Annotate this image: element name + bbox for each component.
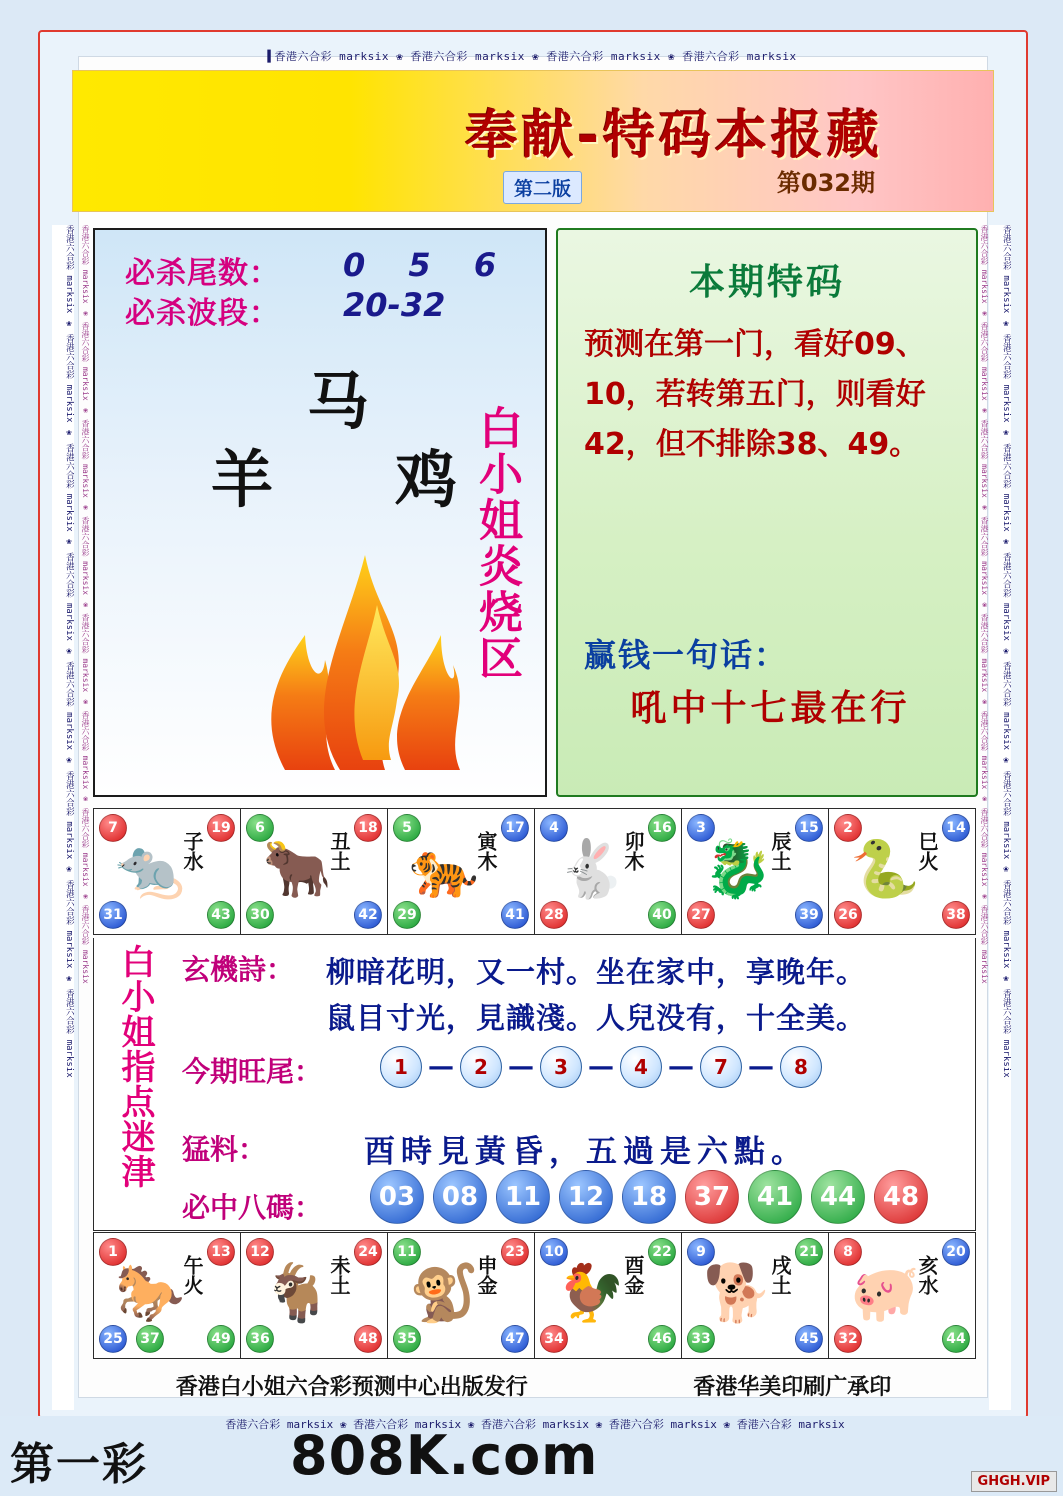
card-number-bl: 35: [393, 1325, 421, 1353]
card-number-tr: 19: [207, 814, 235, 842]
footer-publisher: 香港白小姐六合彩预测中心出版发行: [175, 1374, 528, 1400]
zodiac-card-label: 丑土: [327, 831, 351, 871]
card-number-bl: 28: [540, 901, 568, 929]
zodiac-card-label: 卯木: [621, 831, 645, 871]
code-ball: 44: [811, 1170, 865, 1224]
zodiac-card-label: 寅木: [474, 831, 498, 871]
code-ball: 11: [496, 1170, 550, 1224]
vip-badge[interactable]: GHGH.VIP: [971, 1471, 1057, 1492]
forecast-title: 本期特码: [688, 262, 845, 303]
zodiac-right: 鸡: [395, 443, 458, 516]
right-rail-text-2: 香港六合彩 marksix ❀ 香港六合彩 marksix ❀ 香港六合彩 marksix ❀ 香港六合彩 marksix ❀ 香港六合彩 marksix ❀ 香港六合彩 marksix ❀ 香港六合彩 marksix ❀ 香港六合彩 marksix: [980, 225, 989, 984]
tail-separator: —: [748, 1052, 774, 1082]
card-number-br: 46: [648, 1325, 676, 1353]
bazhong-label: 必中八碼：: [182, 1191, 323, 1224]
code-ball: 08: [433, 1170, 487, 1224]
wangwei-label: 今期旺尾：: [182, 1055, 323, 1088]
zodiac-card-label: 申金: [474, 1255, 498, 1295]
card-number-bl: 34: [540, 1325, 568, 1353]
zodiac-card: [829, 1233, 975, 1358]
xuanji-line-1: 柳暗花明，又一村。坐在家中，享晚年。: [326, 955, 867, 989]
fire-panel: [93, 228, 547, 797]
zodiac-card: [682, 809, 829, 934]
flame-illustration: [245, 485, 495, 775]
card-number-bl: 32: [834, 1325, 862, 1353]
card-number-bl: 31: [99, 901, 127, 929]
zodiac-card: [829, 809, 975, 934]
zodiac-card-label: 巳火: [915, 831, 939, 871]
card-number-tl: 12: [246, 1238, 274, 1266]
code-ball: 41: [748, 1170, 802, 1224]
poem-side-label: 白小姐指点迷津: [115, 944, 155, 1189]
kill-tail-value: 0 5 6: [343, 246, 513, 284]
card-number-tl: 1: [99, 1238, 127, 1266]
card-number-bl: 26: [834, 901, 862, 929]
zodiac-card-label: 戌土: [768, 1255, 792, 1295]
card-number-tl: 11: [393, 1238, 421, 1266]
card-number-tr: 14: [942, 814, 970, 842]
bottom-bar: [0, 1416, 1063, 1496]
zodiac-card: [535, 1233, 682, 1358]
card-number-bl: 33: [687, 1325, 715, 1353]
zodiac-top: 马: [307, 365, 370, 438]
code-ball: 03: [370, 1170, 424, 1224]
footer-printer: 香港华美印刷广承印: [693, 1374, 892, 1400]
forecast-panel: [556, 228, 978, 797]
tail-separator: —: [588, 1052, 614, 1082]
zodiac-card-label: 辰土: [768, 831, 792, 871]
zodiac-card: [94, 1233, 241, 1358]
zodiac-animal-icon: 🐂: [262, 837, 332, 902]
zodiac-animal-icon: 🐀: [115, 837, 185, 902]
zodiac-animal-icon: 🐅: [409, 837, 479, 902]
card-number-br: 48: [354, 1325, 382, 1353]
tail-separator: —: [668, 1052, 694, 1082]
zodiac-card-label: 酉金: [621, 1255, 645, 1295]
card-number-tr: 24: [354, 1238, 382, 1266]
zodiac-card-label: 午火: [180, 1255, 204, 1295]
tail-ball: 4: [620, 1046, 662, 1088]
zodiac-card: [535, 809, 682, 934]
card-number-tr: 18: [354, 814, 382, 842]
tail-ball: 2: [460, 1046, 502, 1088]
card-number-tr: 22: [648, 1238, 676, 1266]
zodiac-animal-icon: 🐉: [703, 837, 773, 902]
tail-ball: 7: [700, 1046, 742, 1088]
card-number-bl: 30: [246, 901, 274, 929]
zodiac-card-row-top: [93, 808, 976, 935]
card-number-br: 44: [942, 1325, 970, 1353]
issue-number: 第032期: [776, 169, 875, 197]
bottom-marksix-strip: 香港六合彩 marksix ❀ 香港六合彩 marksix ❀ 香港六合彩 marksix ❀ 香港六合彩 marksix ❀ 香港六合彩 marksix: [225, 1418, 845, 1431]
card-number-tr: 23: [501, 1238, 529, 1266]
page-title: 奉献-特码本报藏: [465, 106, 883, 166]
card-number-br: 41: [501, 901, 529, 929]
code-ball: 12: [559, 1170, 613, 1224]
card-number-tl: 4: [540, 814, 568, 842]
zodiac-card: [241, 1233, 388, 1358]
card-number-tl: 8: [834, 1238, 862, 1266]
edition-badge: 第二版: [503, 171, 582, 204]
xuanji-label: 玄機詩：: [182, 953, 295, 986]
lucky-tail-row: [380, 1046, 822, 1088]
card-number-bl: 36: [246, 1325, 274, 1353]
card-number-bl: 25: [99, 1325, 127, 1353]
zodiac-card: [241, 809, 388, 934]
fire-panel-vertical-label: 白小姐炎烧区: [471, 405, 522, 681]
zodiac-card: [682, 1233, 829, 1358]
card-number-tl: 6: [246, 814, 274, 842]
top-marksix-strip: ▌香港六合彩 marksix ❀ 香港六合彩 marksix ❀ 香港六合彩 marksix ❀ 香港六合彩 marksix: [267, 50, 797, 63]
card-number-br: 42: [354, 901, 382, 929]
card-number-bl: 27: [687, 901, 715, 929]
card-number-tl: 3: [687, 814, 715, 842]
zodiac-animal-icon: 🐕: [703, 1261, 773, 1326]
card-number-tl: 10: [540, 1238, 568, 1266]
zodiac-card: [388, 1233, 535, 1358]
card-number-tr: 16: [648, 814, 676, 842]
zodiac-animal-icon: 🐒: [409, 1261, 479, 1326]
card-number-tl: 5: [393, 814, 421, 842]
zodiac-left: 羊: [211, 443, 274, 516]
tail-ball: 8: [780, 1046, 822, 1088]
site-url: 808K.com: [290, 1424, 599, 1487]
card-number-br: 38: [942, 901, 970, 929]
kill-tail-label: 必杀尾数：: [125, 256, 280, 291]
zodiac-animal-icon: 🐖: [850, 1261, 920, 1326]
code-ball: 48: [874, 1170, 928, 1224]
tail-separator: —: [508, 1052, 534, 1082]
zodiac-card-label: 未土: [327, 1255, 351, 1295]
zodiac-card-label: 亥水: [915, 1255, 939, 1295]
card-number-br: 49: [207, 1325, 235, 1353]
card-number-br: 45: [795, 1325, 823, 1353]
tail-ball: 3: [540, 1046, 582, 1088]
kill-wave-label: 必杀波段：: [125, 296, 280, 331]
brand-name: 第一彩: [10, 1439, 148, 1490]
card-number-extra: 37: [136, 1325, 164, 1353]
zodiac-card-label: 子水: [180, 831, 204, 871]
slogan-label: 赢钱一句话：: [584, 636, 789, 674]
card-number-tr: 20: [942, 1238, 970, 1266]
right-rail-text: 香港六合彩 marksix ❀ 香港六合彩 marksix ❀ 香港六合彩 marksix ❀ 香港六合彩 marksix ❀ 香港六合彩 marksix ❀ 香港六合彩 marksix ❀ 香港六合彩 marksix ❀ 香港六合彩 marksix: [989, 225, 1011, 1410]
card-number-tr: 17: [501, 814, 529, 842]
slogan-value: 吼中十七最在行: [630, 688, 911, 729]
card-number-br: 39: [795, 901, 823, 929]
zodiac-animal-icon: 🐍: [850, 837, 920, 902]
zodiac-animal-icon: 🐓: [556, 1261, 626, 1326]
card-number-tr: 15: [795, 814, 823, 842]
left-rail-text: 香港六合彩 marksix ❀ 香港六合彩 marksix ❀ 香港六合彩 marksix ❀ 香港六合彩 marksix ❀ 香港六合彩 marksix ❀ 香港六合彩 marksix ❀ 香港六合彩 marksix ❀ 香港六合彩 marksix: [52, 225, 74, 1410]
left-rail-text-2: 香港六合彩 marksix ❀ 香港六合彩 marksix ❀ 香港六合彩 marksix ❀ 香港六合彩 marksix ❀ 香港六合彩 marksix ❀ 香港六合彩 marksix ❀ 香港六合彩 marksix ❀ 香港六合彩 marksix: [81, 225, 90, 984]
card-number-tl: 7: [99, 814, 127, 842]
card-number-tl: 2: [834, 814, 862, 842]
tail-ball: 1: [380, 1046, 422, 1088]
masthead-banner: [72, 70, 994, 212]
zodiac-card: [94, 809, 241, 934]
xuanji-line-2: 鼠目寸光，見識淺。人兒没有，十全美。: [326, 1001, 867, 1035]
page-footer: [93, 1368, 974, 1402]
card-number-br: 40: [648, 901, 676, 929]
card-number-tr: 21: [795, 1238, 823, 1266]
zodiac-card-row-bottom: [93, 1232, 976, 1359]
mengliao-label: 猛料：: [182, 1133, 267, 1166]
kill-wave-value: 20-32: [343, 286, 446, 324]
card-number-tl: 9: [687, 1238, 715, 1266]
forecast-body: 预测在第一门，看好09、10，若转第五门，则看好42，但不排除38、49。: [584, 327, 926, 462]
zodiac-animal-icon: 🐇: [556, 837, 626, 902]
code-ball: 18: [622, 1170, 676, 1224]
card-number-br: 47: [501, 1325, 529, 1353]
zodiac-animal-icon: 🐐: [262, 1261, 332, 1326]
zodiac-animal-icon: 🐎: [115, 1261, 185, 1326]
code-ball: 37: [685, 1170, 739, 1224]
eight-codes-row: [370, 1170, 928, 1224]
zodiac-card: [388, 809, 535, 934]
tail-separator: —: [428, 1052, 454, 1082]
card-number-br: 43: [207, 901, 235, 929]
card-number-tr: 13: [207, 1238, 235, 1266]
card-number-bl: 29: [393, 901, 421, 929]
mengliao-value: 酉時見黃昏，五過是六點。: [364, 1134, 808, 1170]
